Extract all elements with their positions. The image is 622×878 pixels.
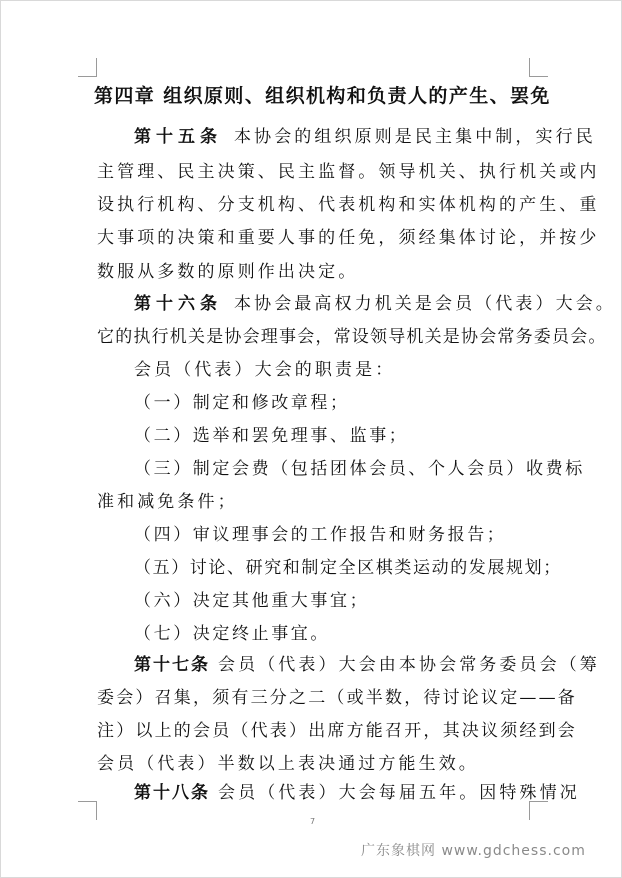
crop-mark-top-right <box>529 58 548 77</box>
duty-item-4: （四）审议理事会的工作报告和财务报告； <box>134 525 507 545</box>
duties-intro: 会员（代表）大会的职责是： <box>134 360 396 380</box>
article-15-line-3: 设执行机构、分支机构、代表机构和实体机构的产生、重 <box>97 195 600 215</box>
article-16-text-1: 本协会最高权力机关是会员（代表）大会。 <box>234 294 616 314</box>
article-17-line-1 <box>134 650 600 675</box>
duty-item-7: （七）决定终止事宜。 <box>134 624 330 644</box>
article-15-line-4: 大事项的决策和重要人事的任免，须经集体讨论，并按少 <box>97 228 600 248</box>
article-17-line-4: 会员（代表）半数以上表决通过方能生效。 <box>97 754 479 774</box>
page-number: 7 <box>310 817 316 826</box>
article-16-line-1 <box>134 289 616 314</box>
duty-item-1: （一）制定和修改章程； <box>134 393 350 413</box>
article-15-text-1: 本协会的组织原则是民主集中制，实行民 <box>234 127 596 147</box>
article-18-label: 第十八条 <box>134 783 210 803</box>
article-17-label: 第十七条 <box>134 655 210 675</box>
duty-item-6: （六）决定其他重大事宜； <box>134 591 370 611</box>
crop-mark-top-left <box>78 58 97 77</box>
article-15-line-2: 主管理、民主决策、民主监督。领导机关、执行机关或内 <box>97 162 600 182</box>
site-watermark: 广东象棋网 www.gdchess.com <box>361 843 586 859</box>
article-17-text-1: 会员（代表）大会由本协会常务委员会（筹 <box>218 655 600 675</box>
article-15-line-5: 数服从多数的原则作出决定。 <box>97 262 359 282</box>
duty-item-3-cont: 准和减免条件； <box>97 492 238 512</box>
crop-mark-bottom-left <box>78 801 97 820</box>
duty-item-5: （五）讨论、研究和制定全区棋类运动的发展规划； <box>134 558 562 578</box>
chapter-heading: 第四章 组织原则、组织机构和负责人的产生、罢免 <box>94 85 551 107</box>
article-18-text-1: 会员（代表）大会每届五年。因特殊情况 <box>218 783 580 803</box>
article-16-line-2: 它的执行机关是协会理事会，常设领导机关是协会常务委员会。 <box>97 327 607 347</box>
crop-mark-bottom-right <box>529 801 548 820</box>
article-15-label: 第十五条 <box>134 127 222 147</box>
duty-item-3: （三）制定会费（包括团体会员、个人会员）收费标 <box>134 459 585 479</box>
article-17-line-2: 委会）召集，须有三分之二（或半数，待讨论议定——备 <box>97 688 577 708</box>
article-16-label: 第十六条 <box>134 294 222 314</box>
duty-item-2: （二）选举和罢免理事、监事； <box>134 426 409 446</box>
article-15-line-1 <box>134 122 596 147</box>
article-18-line-1 <box>134 778 580 803</box>
article-17-line-3: 注）以上的会员（代表）出席方能召开，其决议须经到会 <box>97 721 577 741</box>
